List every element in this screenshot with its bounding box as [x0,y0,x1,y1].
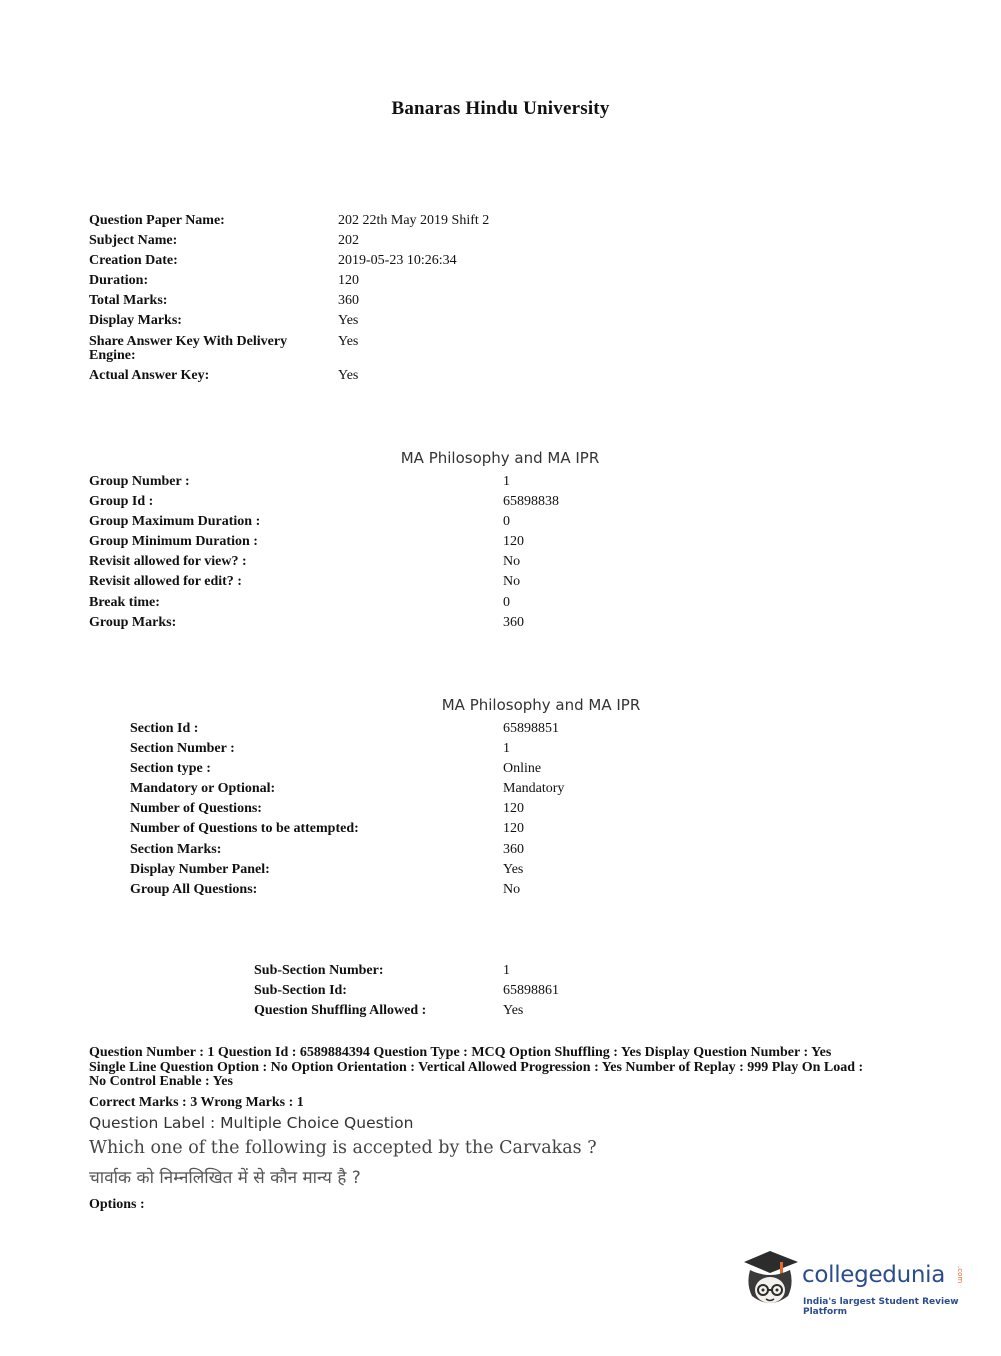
collegedunia-logo [740,1248,970,1318]
subsection-number-value: 1 [503,963,510,978]
creation-date-value: 2019-05-23 10:26:34 [338,253,457,268]
section-id-value: 65898851 [503,721,559,736]
logo-tagline: India's largest Student Review Platform [803,1297,959,1317]
question-shuffling-label: Question Shuffling Allowed : [254,1003,427,1018]
revisit-edit-value: No [503,574,521,589]
group-all-questions-value: No [503,882,521,897]
group-max-duration-label: Group Maximum Duration : [89,514,261,529]
share-answer-key-label: Share Answer Key With Delivery [89,334,288,349]
share-answer-key-label-cont: Engine: [89,348,136,363]
display-number-panel-value: Yes [503,862,524,877]
subsection-id-label: Sub-Section Id: [254,983,347,998]
total-marks-value: 360 [338,293,359,308]
section-id-label: Section Id : [130,721,199,736]
section-type-label: Section type : [130,761,211,776]
group-id-label: Group Id : [89,494,154,509]
total-marks-label: Total Marks: [89,293,168,308]
group-number-label: Group Number : [89,474,190,489]
question-shuffling-value: Yes [503,1003,524,1018]
question-meta-line-2: Single Line Question Option : No Option Orientation : Vertical Allowed Progression : Yes Number of Replay : 999 Play On Load : [89,1059,864,1075]
section-heading: MA Philosophy and MA IPR [441,696,641,714]
group-max-duration-value: 0 [503,514,510,529]
revisit-view-value: No [503,554,521,569]
mandatory-optional-value: Mandatory [503,781,565,796]
university-title: Banaras Hindu University [391,98,610,119]
group-min-duration-label: Group Minimum Duration : [89,534,258,549]
mandatory-optional-label: Mandatory or Optional: [130,781,276,796]
paper-name-label: Question Paper Name: [89,213,225,228]
logo-domain-suffix: .com [956,1266,964,1284]
group-min-duration-value: 120 [503,534,524,549]
group-marks-label: Group Marks: [89,615,177,630]
duration-label: Duration: [89,273,149,288]
paper-name-value: 202 22th May 2019 Shift 2 [338,213,490,228]
question-text-hindi: चार्वाक को निम्नलिखित में से कौन मान्य है ? [89,1168,361,1188]
group-heading: MA Philosophy and MA IPR [400,449,600,467]
number-of-questions-label: Number of Questions: [130,801,262,816]
actual-answer-key-label: Actual Answer Key: [89,368,210,383]
subject-name-label: Subject Name: [89,233,178,248]
display-number-panel-label: Display Number Panel: [130,862,270,877]
duration-value: 120 [338,273,359,288]
subsection-id-value: 65898861 [503,983,559,998]
question-meta-line-3: No Control Enable : Yes [89,1074,233,1089]
share-answer-key-value: Yes [338,334,359,349]
questions-to-attempt-label: Number of Questions to be attempted: [130,821,359,836]
group-id-value: 65898838 [503,494,559,509]
subject-name-value: 202 [338,233,359,248]
break-time-value: 0 [503,595,510,610]
question-meta-line-1: Question Number : 1 Question Id : 6589884394 Question Type : MCQ Option Shuffling : Yes Display Question Number : Yes [89,1045,832,1060]
group-all-questions-label: Group All Questions: [130,882,258,897]
break-time-label: Break time: [89,595,160,610]
question-text-english: Which one of the following is accepted by the Carvakas ? [89,1138,597,1158]
creation-date-label: Creation Date: [89,253,178,268]
revisit-edit-label: Revisit allowed for edit? : [89,574,242,589]
mascot-icon [740,1248,802,1312]
options-label: Options : [89,1197,145,1212]
display-marks-label: Display Marks: [89,313,182,328]
logo-wordmark: collegedunia [802,1262,946,1288]
section-number-label: Section Number : [130,741,235,756]
question-marks: Correct Marks : 3 Wrong Marks : 1 [89,1095,304,1110]
subsection-number-label: Sub-Section Number: [254,963,384,978]
section-number-value: 1 [503,741,510,756]
question-label: Question Label : Multiple Choice Question [89,1114,414,1132]
revisit-view-label: Revisit allowed for view? : [89,554,247,569]
display-marks-value: Yes [338,313,359,328]
section-marks-label: Section Marks: [130,842,222,857]
actual-answer-key-value: Yes [338,368,359,383]
questions-to-attempt-value: 120 [503,821,524,836]
question-meta [89,1046,919,1090]
section-marks-value: 360 [503,842,524,857]
group-marks-value: 360 [503,615,524,630]
section-type-value: Online [503,761,542,776]
group-number-value: 1 [503,474,510,489]
number-of-questions-value: 120 [503,801,524,816]
